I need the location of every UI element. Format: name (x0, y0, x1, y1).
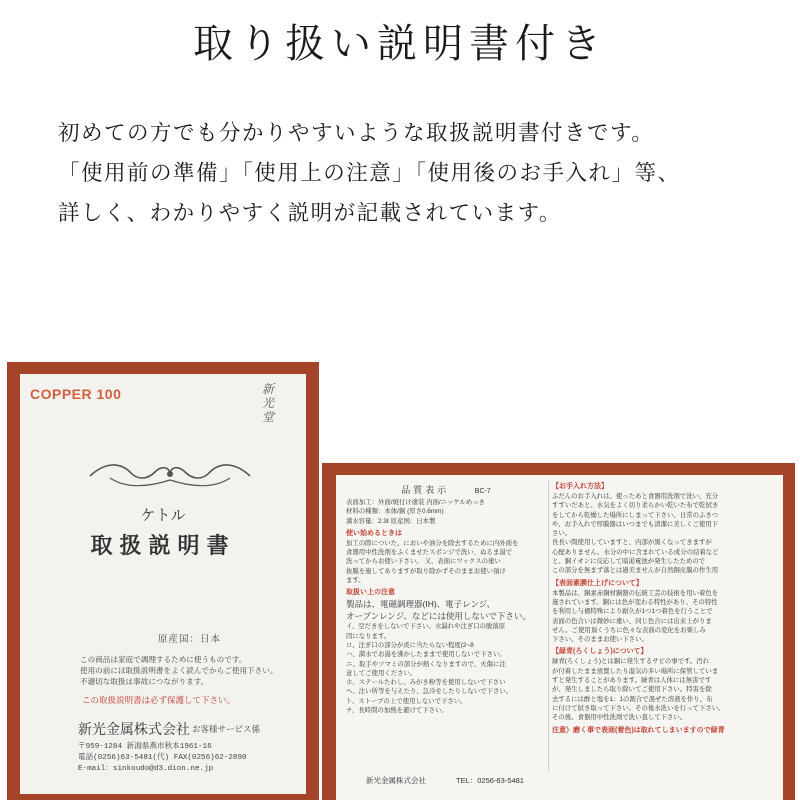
surface-line: 下さい。そのままお使い下さい。 (552, 636, 648, 644)
sheet-footer-company: 新光金属株式会社 (366, 776, 426, 785)
instruction-sheet-photo (322, 463, 795, 800)
company-name: 新光金属株式会社 (78, 721, 190, 737)
seal-calligraphy: 新光堂 (261, 382, 274, 424)
spec-line: 満水容量：2.3ℓ 原産国：日本製 (346, 517, 436, 525)
manual-cover-page (20, 374, 306, 794)
caution-line: イ、空だきをしないで下さい。水漏れや注ぎ口の脱落原 (346, 623, 506, 631)
verdigris-heading: 【緑青(ろくしょう)について】 (552, 648, 648, 656)
verdigris-line: 去するには酢と塩を1：1の割合で混ぜた溶液を作り、布 (552, 695, 713, 703)
caution-line: 因になります。 (346, 632, 391, 640)
surface-line: 表面の色合いは微妙に違い、同じ色合には出来上がりま (552, 617, 712, 625)
notice-line: この商品は家庭で調理するために使うものです。 (80, 655, 247, 664)
care-line: や、お手入れで厚膜器はいつまでも清潔に美しくご使用下 (552, 520, 719, 528)
origin-label: 原産国：日本 (158, 634, 222, 645)
manual-cover-photo (7, 362, 319, 800)
before-use-line: ます。 (346, 577, 365, 585)
care-line: すすいだあと、水気をよく切り柔らかい乾いた布で乾拭き (552, 502, 719, 510)
care-line: ふだんのお手入れは、使ったあと食器用洗剤で洗い、充分 (552, 493, 719, 500)
care-heading: 【お手入れ方法】 (552, 483, 608, 490)
cautions-heading: 取扱い上の注意 (346, 589, 395, 597)
page-title: 取り扱い説明書付き (193, 21, 607, 67)
care-line: この部分を無まず落とは過美ませんが自然銅皮膜の作生用 (552, 567, 719, 575)
caution-line: 意してご使用ください。 (346, 669, 417, 677)
address-line: E-mail：sinkoudo@d3.dion.ne.jp (78, 765, 214, 773)
surface-line: 本製品は、銅素赤銅材銅器の伝統工芸の技術を用い着色を (552, 589, 719, 597)
notice-line: 使用の前には取扱説明書をよく読んでからご使用下さい。 (80, 666, 278, 675)
verdigris-line: 緑青(ろくしょう)とは銅に発生するサビの事です。汚れ (552, 658, 710, 666)
caution-line: ホ、ステールたわし、みがき粉等を使用しないで下さい (346, 679, 506, 687)
keep-manual-note: この取扱説明書は必ず保護して下さい。 (82, 695, 236, 705)
ornament-flourish (85, 454, 255, 492)
verdigris-line: その後、食器用中性洗剤で洗い直して下さい。 (552, 714, 687, 722)
column-divider (548, 481, 549, 771)
cautions-intro-line: 製品は、電磁調理器(IH)、電子レンジ、 (346, 599, 496, 610)
warning-note: 注意）磨く事で表面(着色)は取れてしまいますので緑青 (552, 726, 725, 734)
company-department: お客様サービス係 (192, 724, 261, 734)
care-line: 心配ありません。水分の中に含まれている成分の結着など (552, 548, 719, 556)
notice-line: 不適切な取扱は事故につながります。 (80, 677, 209, 686)
spec-line: 材料の種類：本体/銅 (厚さ0.6mm) (346, 508, 444, 516)
care-line: をしてから乾燥した場所にしまって下さい。日常のふきつ (552, 511, 719, 519)
document-subtitle: ケトル (140, 507, 186, 524)
surface-heading: 【表面素膜仕上げについて】 (552, 579, 643, 587)
caution-line: ハ、満水でお湯を沸かしたままで使用しないで下さい。 (346, 651, 506, 659)
verdigris-line: が、発生しましたら取り除いてご使用下さい。特害を除 (552, 686, 712, 694)
spec-line: 表面加工：外面/焼付け塗装 内面/ニッケルめっき (346, 499, 485, 506)
care-line: と、銅イオンに反応して暗渇電池が発生したためので (552, 558, 706, 566)
care-line: 長長い間使用していますと、内部が黒くなってきますが (552, 539, 712, 547)
before-use-line: 抜膜を施してありますが取り除かずそのままお使い頂け (346, 567, 506, 575)
intro-line: 詳しく、わかりやすく説明が記載されています。 (58, 201, 562, 226)
surface-line: せん。ご使用頂くうちに色々な表面の変化をお楽しみ (552, 626, 706, 634)
spec-heading (346, 483, 546, 496)
address-line: 〒959-1284 新潟県燕市秋本1961-16 (78, 743, 212, 751)
cautions-intro-line: オーブンレンジ、などには使用しないで下さい。 (346, 611, 531, 622)
address-line: 電話(0256)63-5481(代) FAX(0256)62-2890 (78, 754, 247, 762)
before-use-heading: 使い始めるときは (346, 529, 402, 537)
document-title: 取扱説明書 (90, 533, 236, 558)
sheet-left-column (346, 483, 546, 715)
before-use-line: 食器用中性洗剤をふくませたスポンジで洗い、ぬるま湯で (346, 549, 512, 557)
intro-line: 初めての方でも分かりやすいような取扱説明書付きです。 (58, 121, 655, 146)
usage-notice (80, 654, 278, 687)
verdigris-line: すと発生することがあります。緑青は人体には無害です (552, 677, 712, 685)
intro-text (58, 114, 778, 234)
before-use-line: 加工の際についた、においや油分を除去するために内外面を (346, 539, 519, 547)
instruction-sheet-page (336, 475, 783, 800)
caution-line: ロ、注ぎ口の部分が炎に当たらない程度(2~8 (346, 641, 474, 649)
verdigris-line: が付着したまま放置したり湿気の多い場所に保管していま (552, 667, 719, 675)
caution-line: ト、ストーブの上で使用しないで下さい。 (346, 697, 467, 705)
caution-line: ニ、取手やツマミの部分が熱くなりますので、火傷に注 (346, 660, 506, 668)
caution-line: チ、長時間の加熱を避けて下さい。 (346, 707, 448, 715)
brand-logo: COPPER 100 (30, 386, 122, 402)
surface-line: を利用し与備特殊により耐久が1つ1つ着色を行うことで (552, 608, 713, 616)
intro-line: 「使用前の準備」「使用上の注意」「使用後のお手入れ」等、 (58, 161, 681, 186)
caution-line: ヘ、注い所等を与えたり、急冷をしたりしないで下さい。 (346, 688, 513, 696)
verdigris-line: に付けて拭き取って下さい。その後水洗いを行って下さい。 (552, 704, 725, 712)
before-use-line: 洗ってからお使い下さい。 又、表面にワックスの塗い (346, 558, 501, 566)
surface-line: 施されています。銅には色が変わる特性があり、その特性 (552, 598, 718, 606)
sheet-right-column (552, 479, 777, 736)
company-address (78, 742, 298, 775)
sheet-footer-phone: TEL：0256-63-5481 (456, 776, 524, 785)
spec-code: BC-7 (474, 488, 491, 495)
spec-title: 品質表示 (401, 485, 450, 495)
care-line: さい。 (552, 530, 572, 538)
